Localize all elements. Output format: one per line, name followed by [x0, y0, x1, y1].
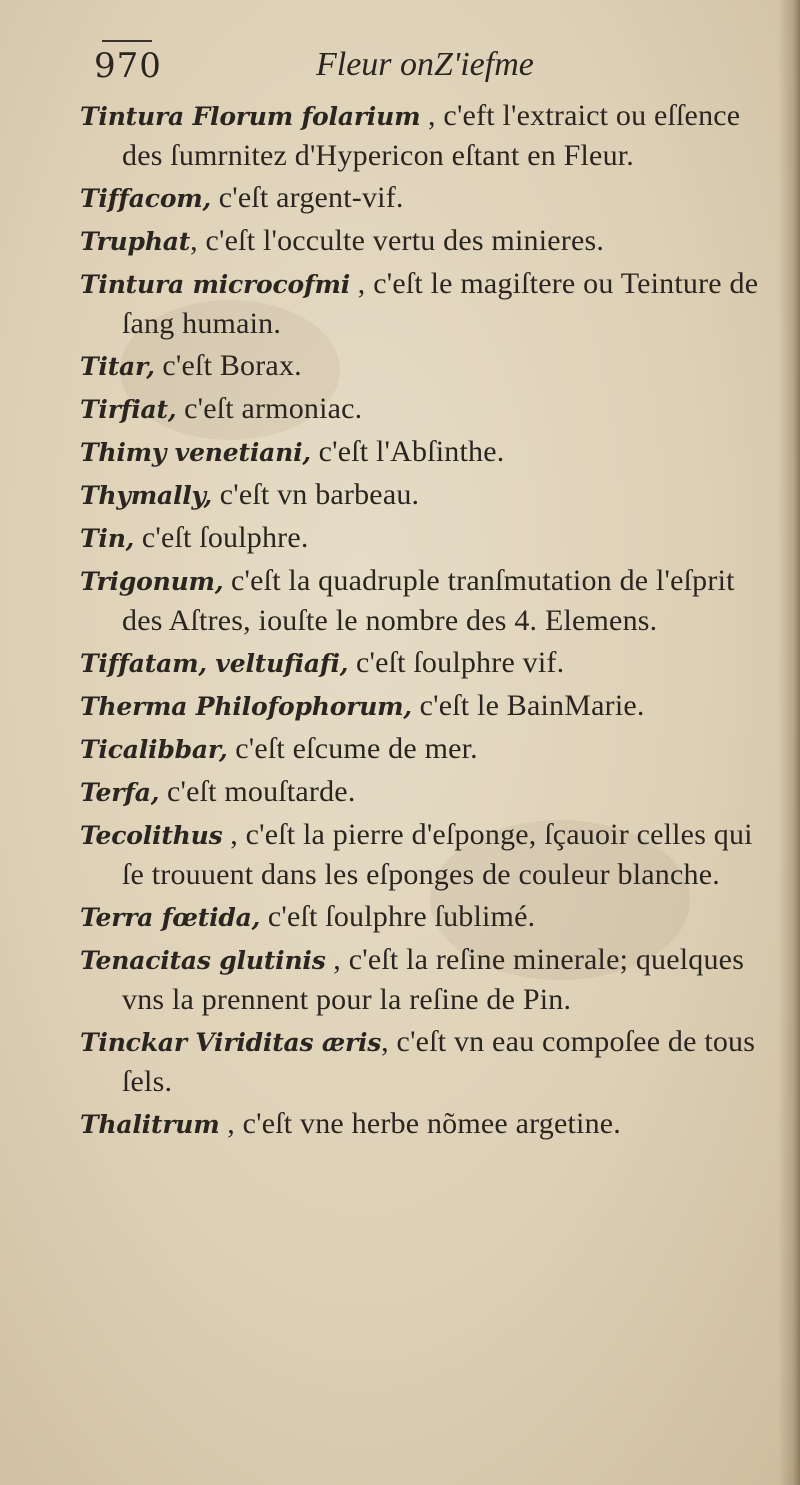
- glossary-entry: [80, 178, 770, 218]
- glossary-entry: [80, 221, 770, 261]
- entry-definition: , c'eſt la pierre d'eſponge, ſçauoir celles qui ſe trouuent dans les eſponges de couleur blanche.: [122, 818, 753, 891]
- entry-term: Truphat: [80, 227, 191, 256]
- entry-term: Thimy venetiani,: [80, 438, 311, 467]
- glossary-entry: [80, 643, 770, 683]
- entry-term: Titar,: [80, 352, 155, 381]
- glossary-entry: [80, 897, 770, 937]
- glossary-entry: [80, 1022, 770, 1101]
- entry-definition: c'eſt l'Abſinthe.: [310, 435, 505, 468]
- entry-definition: c'eſt mouſtarde.: [159, 775, 356, 808]
- entry-term: Tintura Florum folarium: [80, 102, 421, 131]
- entry-definition: c'eſt argent-vif.: [211, 181, 404, 214]
- entry-definition: , c'eft l'extraict ou eſſence des ſumrnitez d'Hypericon eſtant en Fleur.: [122, 99, 741, 172]
- glossary-entry: [80, 772, 770, 812]
- entry-term: Tenacitas glutinis: [80, 946, 326, 975]
- entry-term: Tin,: [80, 524, 135, 553]
- entry-definition: c'eſt ſoulphre ſublimé.: [260, 900, 536, 933]
- entry-definition: c'eſt ſoulphre.: [134, 521, 309, 554]
- glossary-entry: [80, 264, 770, 343]
- page-gutter-shadow: [778, 0, 800, 1485]
- entry-term: Tirfiat,: [80, 395, 177, 424]
- entry-term: Ticalibbar,: [80, 735, 228, 764]
- entry-definition: , c'eſt la reſine minerale; quelques vns la prennent pour la reſine de Pin.: [122, 943, 745, 1016]
- glossary-entry: [80, 815, 770, 894]
- entry-definition: c'eſt le BainMarie.: [411, 689, 645, 722]
- glossary-body: [80, 96, 770, 1147]
- entry-definition: , c'eſt l'occulte vertu des minieres.: [190, 224, 605, 257]
- entry-definition: c'eſt la quadruple tranſmutation de l'eſprit des Aſtres, iouſte le nombre des 4. Elemens.: [122, 564, 735, 637]
- page-header: [88, 40, 688, 92]
- entry-definition: , c'eſt le magiſtere ou Teinture de ſang humain.: [122, 267, 759, 340]
- entry-term: Tecolithus: [80, 821, 223, 850]
- glossary-entry: [80, 389, 770, 429]
- entry-definition: , c'eſt vn eau compoſee de tous ſels.: [122, 1025, 756, 1098]
- glossary-entry: [80, 432, 770, 472]
- entry-term: Trigonum,: [80, 567, 224, 596]
- glossary-entry: [80, 475, 770, 515]
- entry-term: Therma Philofophorum,: [80, 692, 412, 721]
- glossary-entry: [80, 96, 770, 175]
- entry-term: Tinckar Viriditas æris: [80, 1028, 382, 1057]
- entry-definition: c'eſt eſcume de mer.: [227, 732, 478, 765]
- entry-term: Tiffacom,: [80, 184, 212, 213]
- glossary-entry: [80, 518, 770, 558]
- entry-term: Thymally,: [80, 481, 212, 510]
- glossary-entry: [80, 729, 770, 769]
- entry-term: Thalitrum: [80, 1110, 220, 1139]
- header-rule: [102, 40, 152, 42]
- entry-definition: c'eſt Borax.: [154, 349, 302, 382]
- entry-term: Tintura microcofmi: [80, 270, 351, 299]
- glossary-entry: [80, 346, 770, 386]
- page-number: 970: [94, 46, 162, 86]
- glossary-entry: [80, 940, 770, 1019]
- entry-term: Tiffatam, veltufiafi,: [80, 649, 349, 678]
- entry-definition: c'eſt ſoulphre vif.: [348, 646, 565, 679]
- entry-term: Terfa,: [80, 778, 160, 807]
- entry-definition: c'eſt vn barbeau.: [212, 478, 420, 511]
- running-title: Fleur onZ'iefme: [316, 46, 534, 83]
- entry-definition: c'eſt armoniac.: [176, 392, 363, 425]
- glossary-entry: [80, 561, 770, 640]
- glossary-entry: [80, 1104, 770, 1144]
- entry-term: Terra fœtida,: [80, 903, 261, 932]
- glossary-entry: [80, 686, 770, 726]
- entry-definition: , c'eſt vne herbe nõmee argetine.: [219, 1107, 622, 1140]
